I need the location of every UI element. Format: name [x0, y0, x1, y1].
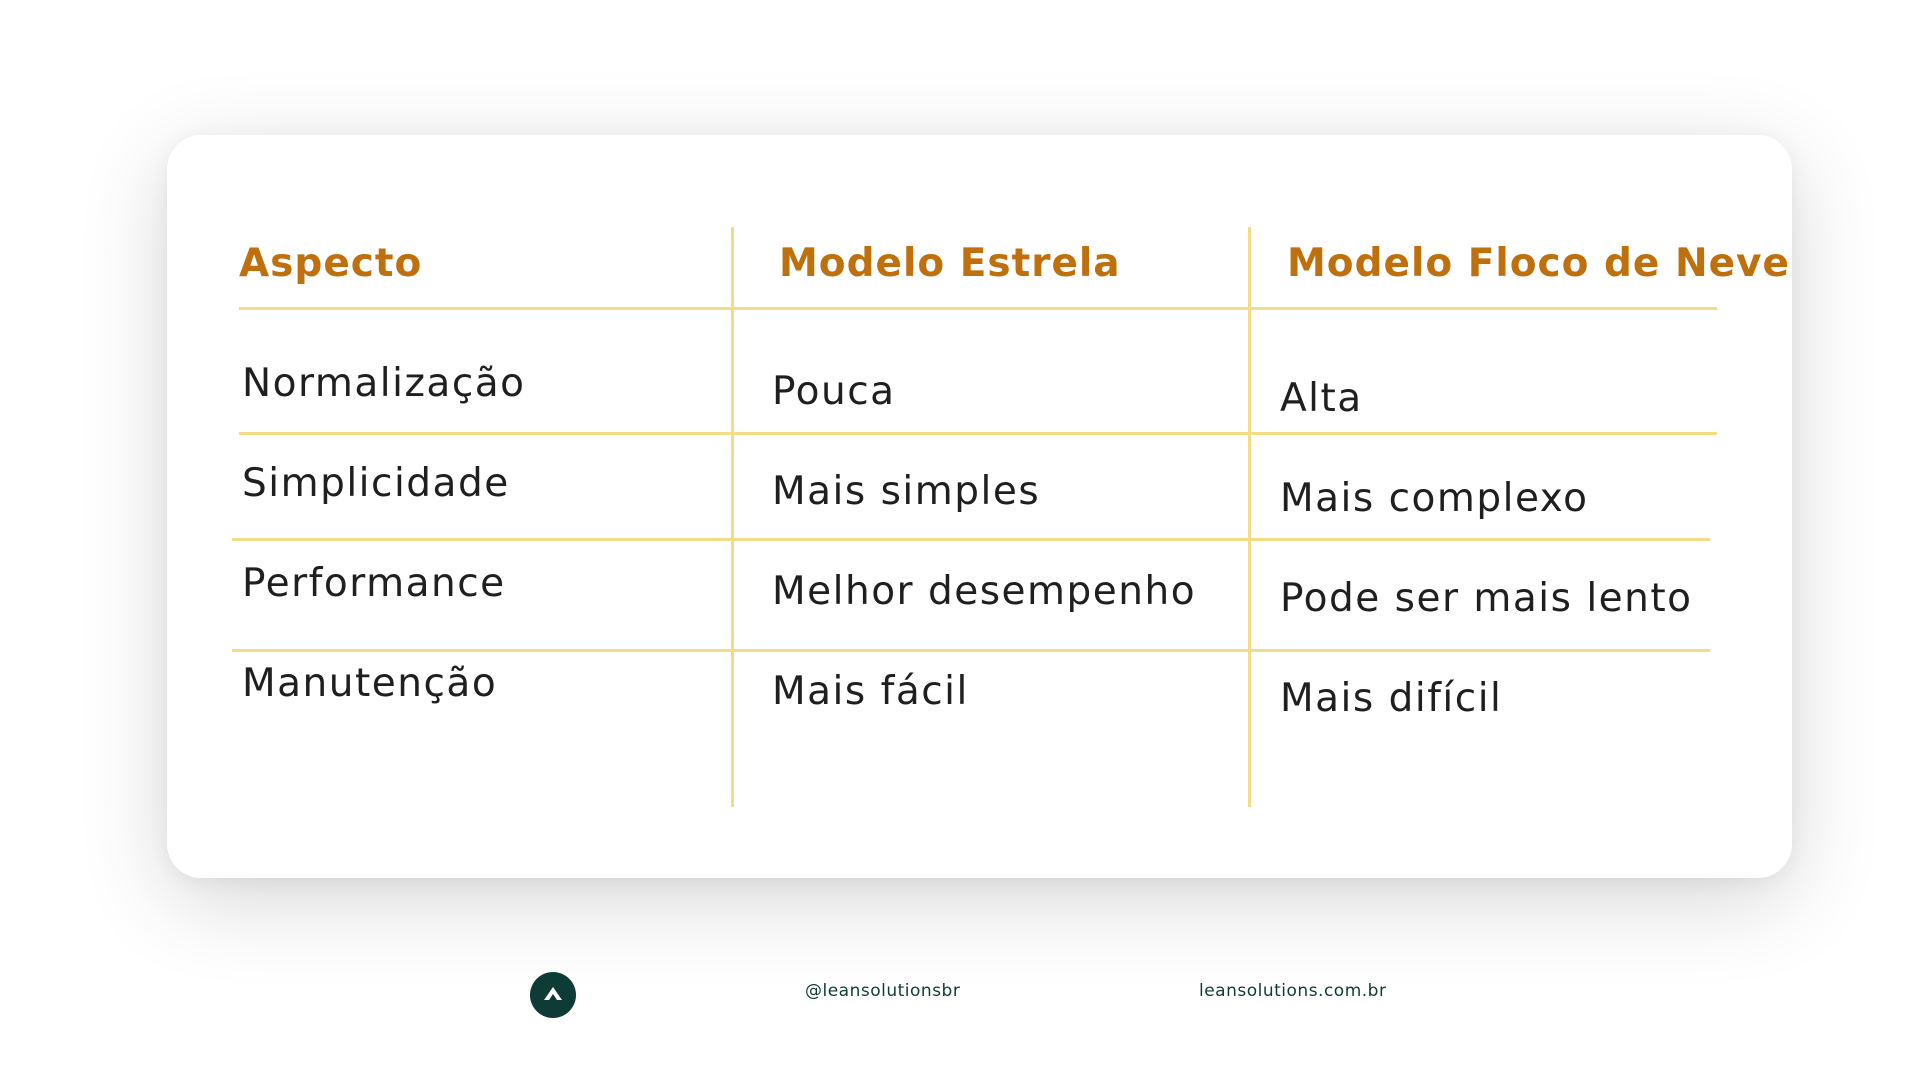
column-divider-1 — [731, 227, 734, 807]
row-divider-1 — [239, 432, 1717, 435]
cell-floco-performance: Pode ser mais lento — [1280, 576, 1693, 621]
social-handle[interactable]: @leansolutionsbr — [805, 981, 961, 1001]
cell-estrela-normalizacao: Pouca — [772, 369, 896, 414]
cell-aspect-normalizacao: Normalização — [242, 361, 526, 406]
cell-aspect-simplicidade: Simplicidade — [242, 461, 510, 506]
cell-estrela-simplicidade: Mais simples — [772, 469, 1041, 514]
row-divider-3 — [232, 649, 1710, 652]
row-divider-2 — [232, 538, 1710, 541]
header-aspecto: Aspecto — [239, 241, 423, 286]
cell-floco-manutencao: Mais difícil — [1280, 676, 1503, 721]
lean-solutions-logo-icon — [530, 972, 576, 1018]
cell-floco-normalizacao: Alta — [1280, 376, 1363, 421]
cell-floco-simplicidade: Mais complexo — [1280, 476, 1589, 521]
header-modelo-floco-de-neve: Modelo Floco de Neve — [1287, 241, 1790, 286]
cell-aspect-manutencao: Manutenção — [242, 661, 498, 706]
cell-estrela-performance: Melhor desempenho — [772, 569, 1197, 614]
header-modelo-estrela: Modelo Estrela — [779, 241, 1121, 286]
website-link[interactable]: leansolutions.com.br — [1199, 981, 1387, 1001]
cell-aspect-performance: Performance — [242, 561, 506, 606]
column-divider-2 — [1248, 227, 1251, 807]
cell-estrela-manutencao: Mais fácil — [772, 669, 969, 714]
header-divider — [239, 307, 1717, 310]
